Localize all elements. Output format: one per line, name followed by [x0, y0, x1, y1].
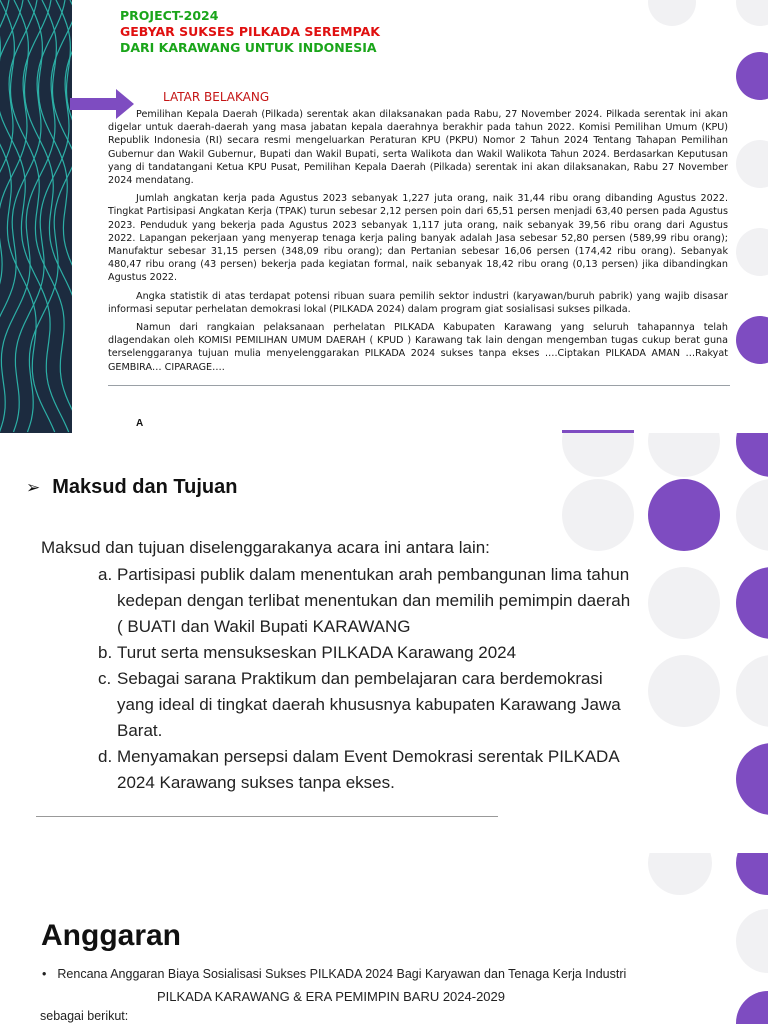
item-label: b.: [98, 643, 113, 662]
paragraph: Namun dari rangkaian pelaksanaan perhelatan PILKADA Kabupaten Karawang yang seluruh tahapannya telah dlagendakan oleh KOMISI PEMILIHAN UMUM DAERAH ( KPUD ) Karawang tak lain dengan mengemban tugas cukup berat guna terselenggaranya tujuan mulia menyelenggarakan PILKADA 2024 sukses tanpa ekses ….Ciptakan PILKADA AMAN …Rakyat GEMBIRA… CIPARAGE….: [108, 322, 728, 373]
decorative-dot: [648, 433, 720, 477]
net-line: [0, 0, 37, 432]
decorative-dot: [736, 743, 768, 815]
decorative-dot: [648, 853, 712, 895]
heading-text: Maksud dan Tujuan: [52, 476, 238, 498]
decorative-dot: [736, 433, 768, 477]
bullet-text: Rencana Anggaran Biaya Sosialisasi Sukses PILKADA 2024 Bagi Karyawan dan Tenaga Kerja Industri: [57, 967, 627, 981]
list-item: [98, 562, 638, 640]
slide-maksud-tujuan: [0, 433, 768, 853]
net-line: [0, 0, 69, 432]
decorative-dot: [736, 991, 768, 1024]
divider: [108, 385, 730, 386]
decorative-dot: [736, 479, 768, 551]
slide-latar-belakang: [0, 0, 768, 433]
list-item: [98, 744, 638, 796]
item-text: Sebagai sarana Praktikum dan pembelajaran cara berdemokrasi yang ideal di tingkat daerah khususnya kabupaten Karawang Jawa Barat.: [117, 669, 621, 740]
decorative-dot: [648, 0, 696, 26]
trailing-mark: A: [136, 418, 144, 429]
net-line: [70, 0, 72, 432]
background-text: [108, 108, 728, 379]
arrow-bullet-icon: ➢: [26, 477, 41, 497]
item-label: c.: [98, 669, 112, 688]
section-heading: [26, 476, 237, 499]
decorative-dot: [736, 909, 768, 973]
intro-text: Maksud dan tujuan diselenggarakanya acara ini antara lain:: [41, 538, 490, 557]
header-line-3: DARI KARAWANG UNTUK INDONESIA: [120, 40, 377, 55]
section-subheading: LATAR BELAKANG: [163, 90, 270, 104]
budget-bullet: [42, 967, 626, 981]
decorative-dot: [736, 853, 768, 895]
decorative-dot: [736, 228, 768, 276]
header-line-2: GEBYAR SUKSES PILKADA SEREMPAK: [120, 24, 380, 39]
decorative-dot: [562, 479, 634, 551]
footer-text: sebagai berikut:: [40, 1009, 129, 1023]
net-pattern-graphic: [0, 0, 72, 433]
centered-subtitle: PILKADA KARAWANG & ERA PEMIMPIN BARU 2024-2029: [157, 989, 505, 1004]
objectives-list: [98, 562, 638, 796]
item-label: a.: [98, 565, 113, 584]
item-text: Partisipasi publik dalam menentukan arah pembangunan lima tahun kedepan dengan terlibat menentukan dan memilih pemimpin daerah ( BUATI dan Wakil Bupati KARAWANG: [117, 565, 631, 636]
net-line: [0, 0, 72, 432]
decorative-dot: [736, 0, 768, 26]
decorative-dot: [736, 655, 768, 727]
decorative-dot: [736, 140, 768, 188]
project-header: [120, 8, 380, 56]
list-item: [98, 666, 638, 744]
divider: [36, 816, 498, 817]
item-text: Turut serta mensukseskan PILKADA Karawang 2024: [117, 643, 517, 662]
decorative-navy-panel: [0, 0, 72, 433]
decorative-dot: [648, 655, 720, 727]
item-label: d.: [98, 747, 113, 766]
decorative-dot: [736, 316, 768, 364]
paragraph: Angka statistik di atas terdapat potensi ribuan suara pemilih sektor industri (karyawan/buruh pabrik) yang wajib disasar informasi seputar perhelatan demokrasi lokal (PILKADA 2024) dalam program giat sosialisasi sukses pilkada.: [108, 290, 728, 315]
decorative-dot: [648, 567, 720, 639]
paragraph: Jumlah angkatan kerja pada Agustus 2023 sebanyak 1,227 juta orang, naik 31,44 ribu orang dibanding Agustus 2022. Tingkat Partisipasi Angkatan Kerja (TPAK) turun sebesar 2,12 persen poin dari 65,51 persen menjadi 63,40 persen pada Agustus 2023. Penduduk yang bekerja pada Agustus 2023 sebanyak 1,117 juta orang, naik sebanyak 39,56 ribu orang dari Agustus 2022. Lapangan pekerjaan yang menyerap tenaga kerja paling banyak adalah Jasa sebesar 52,80 persen (589,99 ribu orang); Manufaktur sebesar 31,15 persen (348,09 ribu orang); dan Pertanian sebesar 16,06 persen (174,42 ribu orang). Sebanyak 480,47 ribu orang (43 persen) bekerja pada kegiatan formal, naik sebanyak 18,42 ribu orang (0,13 persen) jika dibandingkan Agustus 2022.: [108, 193, 728, 284]
decorative-dot: [562, 433, 634, 477]
decorative-dot: [736, 52, 768, 100]
list-item: [98, 640, 638, 666]
decorative-dot: [648, 479, 720, 551]
section-title: Anggaran: [41, 919, 182, 952]
bullet-dot-icon: •: [42, 967, 47, 981]
item-text: Menyamakan persepsi dalam Event Demokrasi serentak PILKADA 2024 Karawang sukses tanpa ekses.: [117, 747, 619, 792]
paragraph: Pemilihan Kepala Daerah (Pilkada) serentak akan dilaksanakan pada Rabu, 27 November 2024. Pilkada serentak ini akan digelar untuk daerah-daerah yang masa jabatan kepala daerahnya berakhir pada tahun 2022. Komisi Pemilihan Umum (KPU) Republik Indonesia (RI) secara resmi mengeluarkan Peraturan KPU (PKPU) Nomor 2 Tahun 2024 Tentang Tahapan Pemilihan Gubernur dan Wakil Gubernur, Bupati dan Wakil Bupati, serta Walikota dan Wakil Walikota Tahun 2024. Berdasarkan Keputusan yang di tandatangani Ketua KPU Pusat, Pemilihan Kepala Daerah (Pilkada) serentak ini akan dilaksanakan, Rabu 27 November 2024 mendatang.: [108, 109, 728, 187]
header-line-1: PROJECT-2024: [120, 8, 219, 23]
slide-anggaran: [0, 853, 768, 1024]
decorative-dot: [736, 567, 768, 639]
